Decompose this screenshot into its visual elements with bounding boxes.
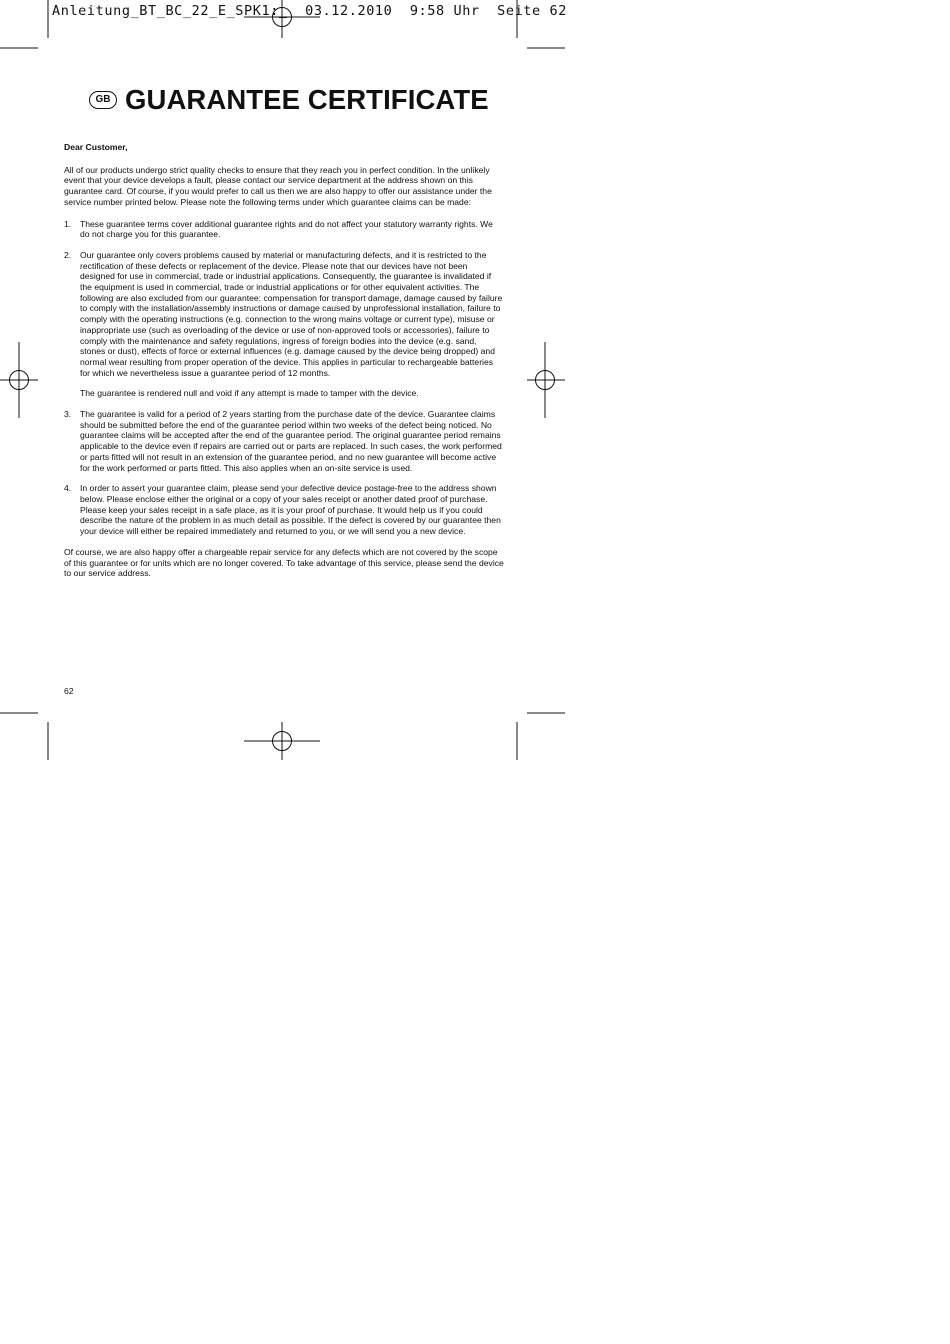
registration-mark-right [527,342,565,418]
term-extra-text: The guarantee is rendered null and void if any attempt is made to tamper with the device. [80,388,419,399]
term-number: 4. [64,483,72,494]
term-item-1 [64,219,504,240]
term-item-3 [64,409,504,473]
page-number: 62 [64,686,74,696]
registration-mark-left [0,342,38,418]
term-number: 1. [64,218,72,229]
term-number: 2. [64,249,72,260]
intro-paragraph: All of our products undergo strict quality checks to ensure that they reach you in perfect condition. In the unlikely event that your device develops a fault, please contact our service department at the address shown on this guarantee card. Of course, if you would prefer to call us then we are also happy to offer our assistance under the service number printed below. Please note the following terms under which guarantee claims can be made: [64,164,492,207]
page-title: GUARANTEE CERTIFICATE [125,84,489,115]
country-badge: GB [89,91,117,109]
term-item-4 [64,483,504,537]
salutation: Dear Customer, [64,142,128,152]
term-text: In order to assert your guarantee claim, please send your defective device postage-free to the address shown below. Please enclose either the original or a copy of your sales receipt or another dated proof of purchase. Please keep your sales receipt in a safe place, as it is your proof of purchase. It would help us if you could describe the nature of the problem in as much detail as possible. If the defect is covered by our guarantee then your device will either be repaired immediately and returned to you, or we will send you a new device. [80,483,501,537]
closing-paragraph: Of course, we are also happy offer a chargeable repair service for any defects which are not covered by the scope of this guarantee or for units which are no longer covered. To take advantage of this service, please send the device to our service address. [64,546,504,579]
guarantee-content [64,142,504,579]
term-text: The guarantee is valid for a period of 2 years starting from the purchase date of the device. Guarantee claims should be submitted before the end of the guarantee period within two weeks of the defect being noticed. No guarantee claims will be accepted after the end of the guarantee period. The original guarantee period remains applicable to the device even if repairs are carried out or parts are replaced. In such cases, the work performed or parts fitted will not result in an extension of the guarantee period, and no new guarantee will become active for the work performed or parts fitted. This also applies when an on-site service is used. [80,409,502,473]
term-item-2 [64,250,504,399]
title-row [89,84,489,116]
term-text: Our guarantee only covers problems caused by material or manufacturing defects, and it is restricted to the rectification of these defects or replacement of the device. Please note that our devices have not been designed for use in commercial, trade or industrial applications. Consequently, the guarantee is invalidated if the equipment is used in commercial, trade or industrial applications or for other equivalent activities. The following are also excluded from our guarantee: compensation for transport damage, damage caused by failure to comply with the installation/assembly instructions or damage caused by unprofessional installation, failure to comply with the operating instructions (e.g. connection to the wrong mains voltage or current type), misuse or inappropriate use (such as overloading of the device or use of non-approved tools or accessories), failure to comply with the maintenance and safety regulations, ingress of foreign bodies into the device (e.g. sand, stones or dust), effects of force or external influences (e.g. damage caused by the device being dropped) and normal wear resulting from proper operation of the device. This applies in particular to rechargeable batteries for which we nevertheless issue a guarantee period of 12 months. [80,249,503,378]
registration-mark-bottom [244,722,320,760]
term-text: These guarantee terms cover additional guarantee rights and do not affect your statutory warranty rights. We do not charge you for this guarantee. [80,218,493,240]
registration-mark-top [244,0,320,38]
term-number: 3. [64,409,72,420]
print-slug-header: Anleitung_BT_BC_22_E_SPK1:_ 03.12.2010 9:58 Uhr Seite 62 [52,3,567,19]
